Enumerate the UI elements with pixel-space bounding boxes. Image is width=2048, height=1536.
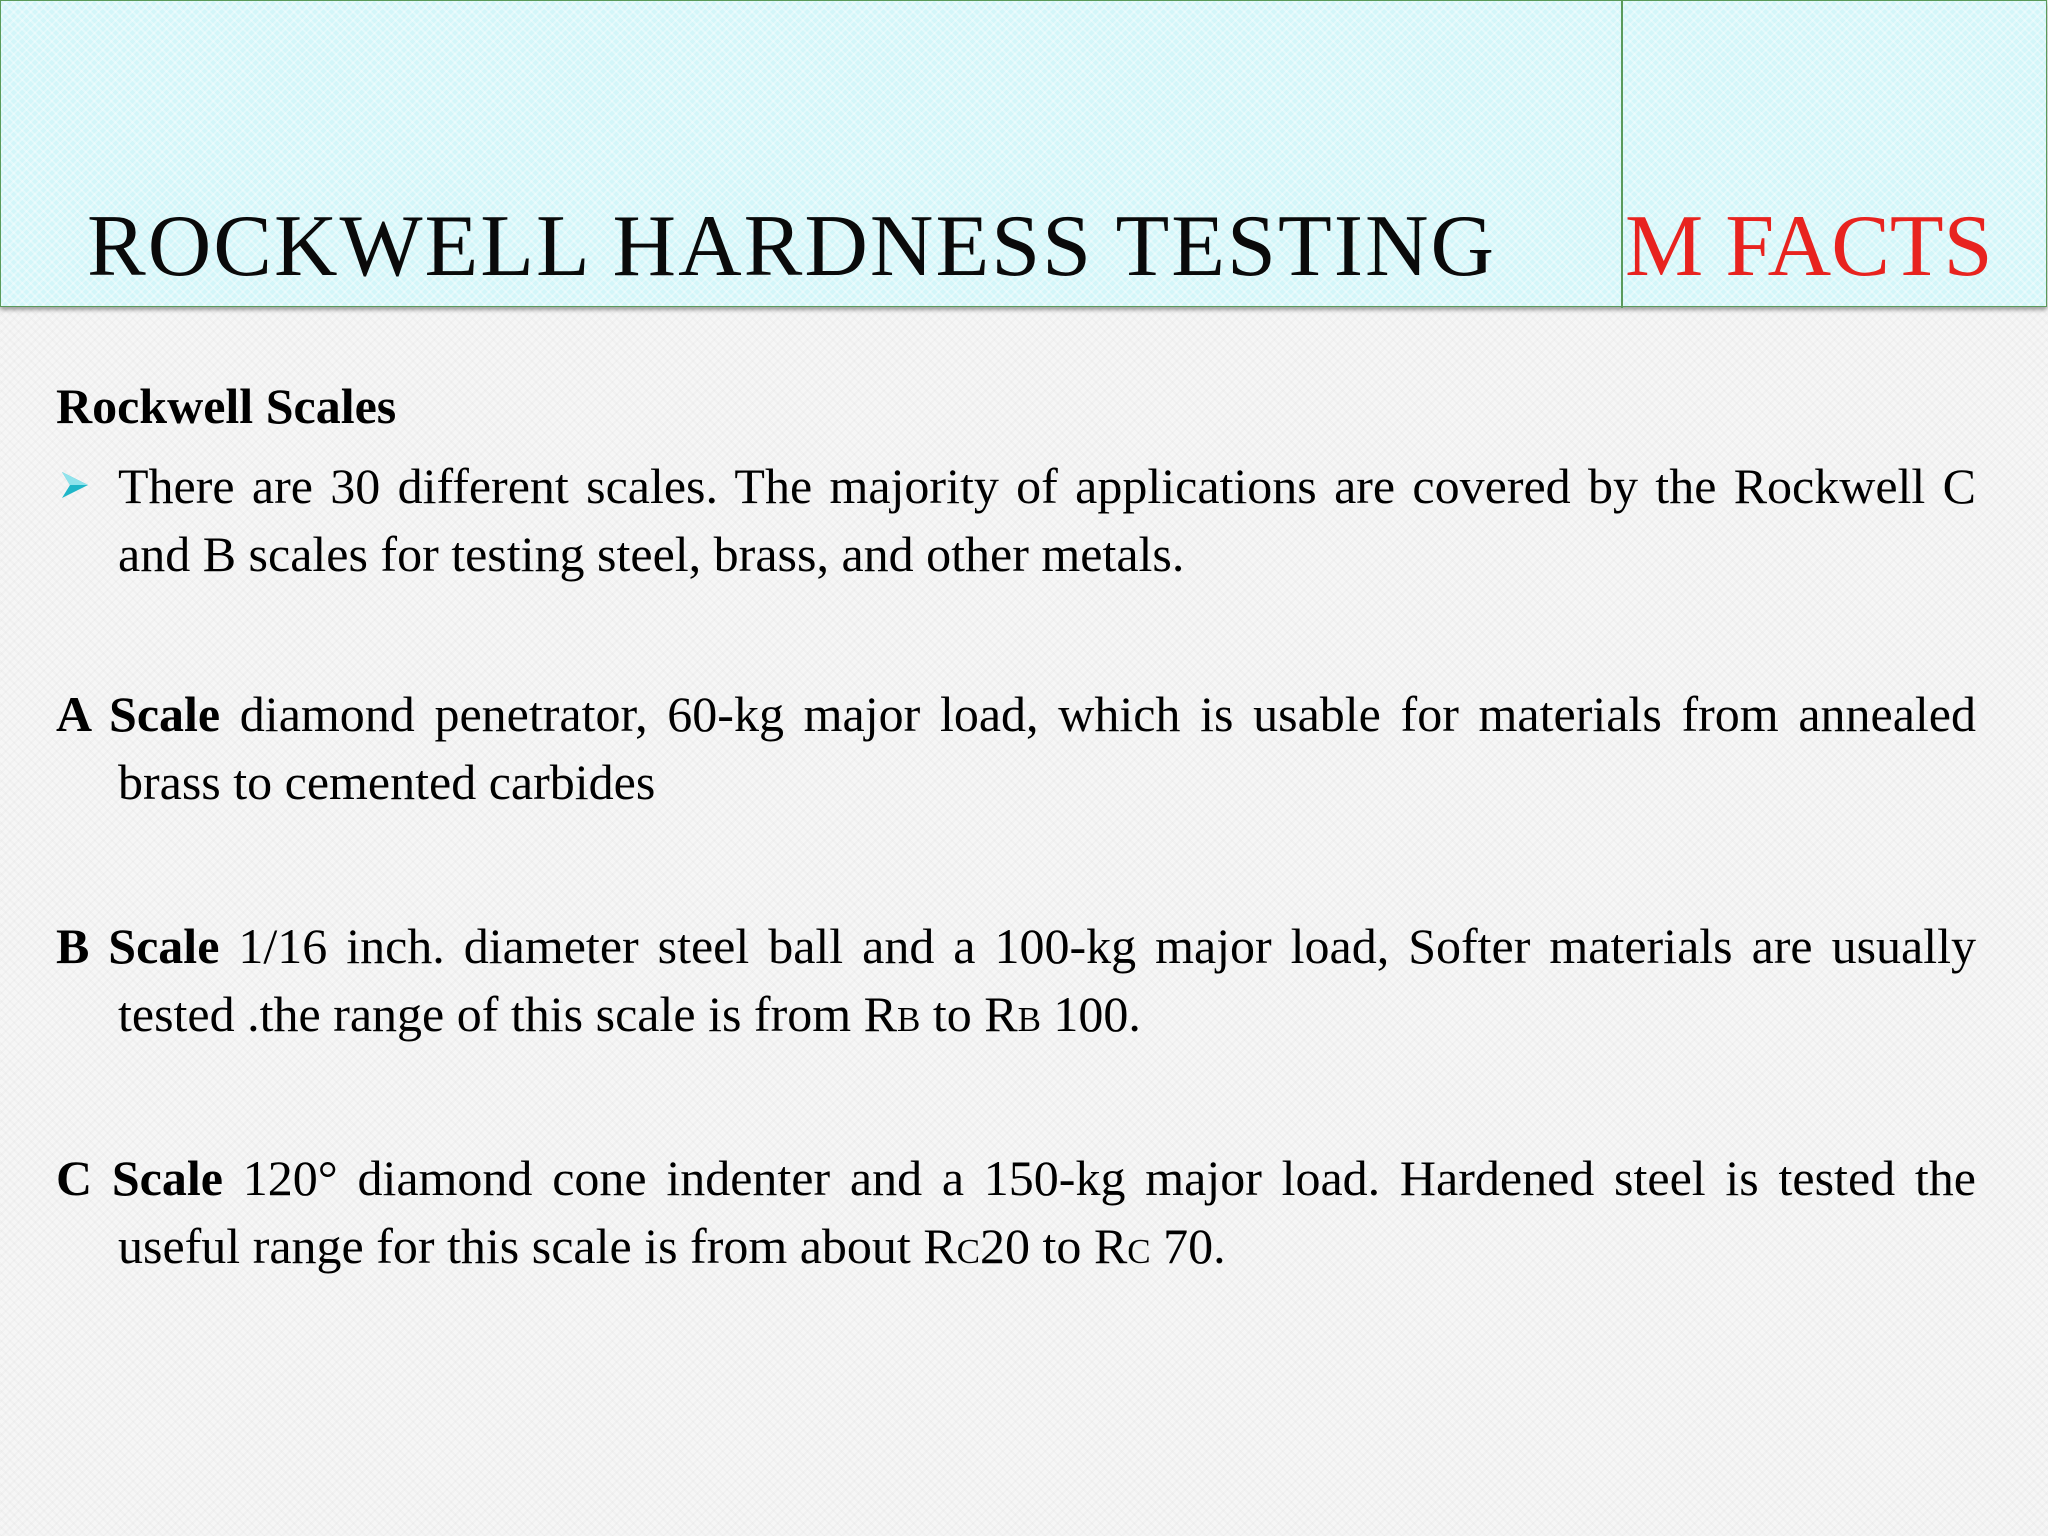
arrowhead-bullet-icon [60, 470, 90, 500]
scale-a-text: diamond penetrator, 60-kg major load, which is usable for materials from annealed brass to cemented carbides [118, 686, 1976, 810]
scale-b-label: B Scale [56, 918, 220, 974]
scale-c-label: C Scale [56, 1150, 223, 1206]
scale-c-paragraph [56, 1144, 1976, 1280]
bullet-item [56, 452, 1976, 588]
section-title: Rockwell Scales [56, 378, 397, 434]
slide-title: ROCKWELL HARDNESS TESTING [87, 198, 1497, 295]
scale-b-symbol-2: Rb [984, 986, 1041, 1042]
scale-c-symbol-2: Rc [1093, 1218, 1151, 1274]
header-bar [0, 0, 2047, 307]
scale-c-text-mid: 20 to [980, 1218, 1094, 1274]
scale-a-paragraph [56, 680, 1976, 816]
header-divider [1621, 1, 1623, 308]
scale-b-text-end: 100. [1040, 986, 1141, 1042]
scale-b-symbol: Rb [863, 986, 921, 1042]
scale-c-symbol: Rc [923, 1218, 981, 1274]
bullet-text: There are 30 different scales. The majority of applications are covered by the Rockwell C and B scales for testing steel, brass, and other metals. [118, 458, 1976, 582]
scale-b-text-mid: to [920, 986, 985, 1042]
scale-b-paragraph [56, 912, 1976, 1048]
scale-b-text: 1/16 inch. diameter steel ball and a 100-kg major load, Softer materials are usually tested .the range of this scale is from [118, 918, 1977, 1042]
scale-c-text-end: 70. [1150, 1218, 1226, 1274]
scale-a-label: A Scale [56, 686, 221, 742]
slide-content [56, 372, 1976, 1280]
scale-c-text: 120° diamond cone indenter and a 150-kg major load. Hardened steel is tested the useful range for this scale is from about [118, 1150, 1976, 1274]
brand-label: M FACTS [1625, 198, 1993, 295]
